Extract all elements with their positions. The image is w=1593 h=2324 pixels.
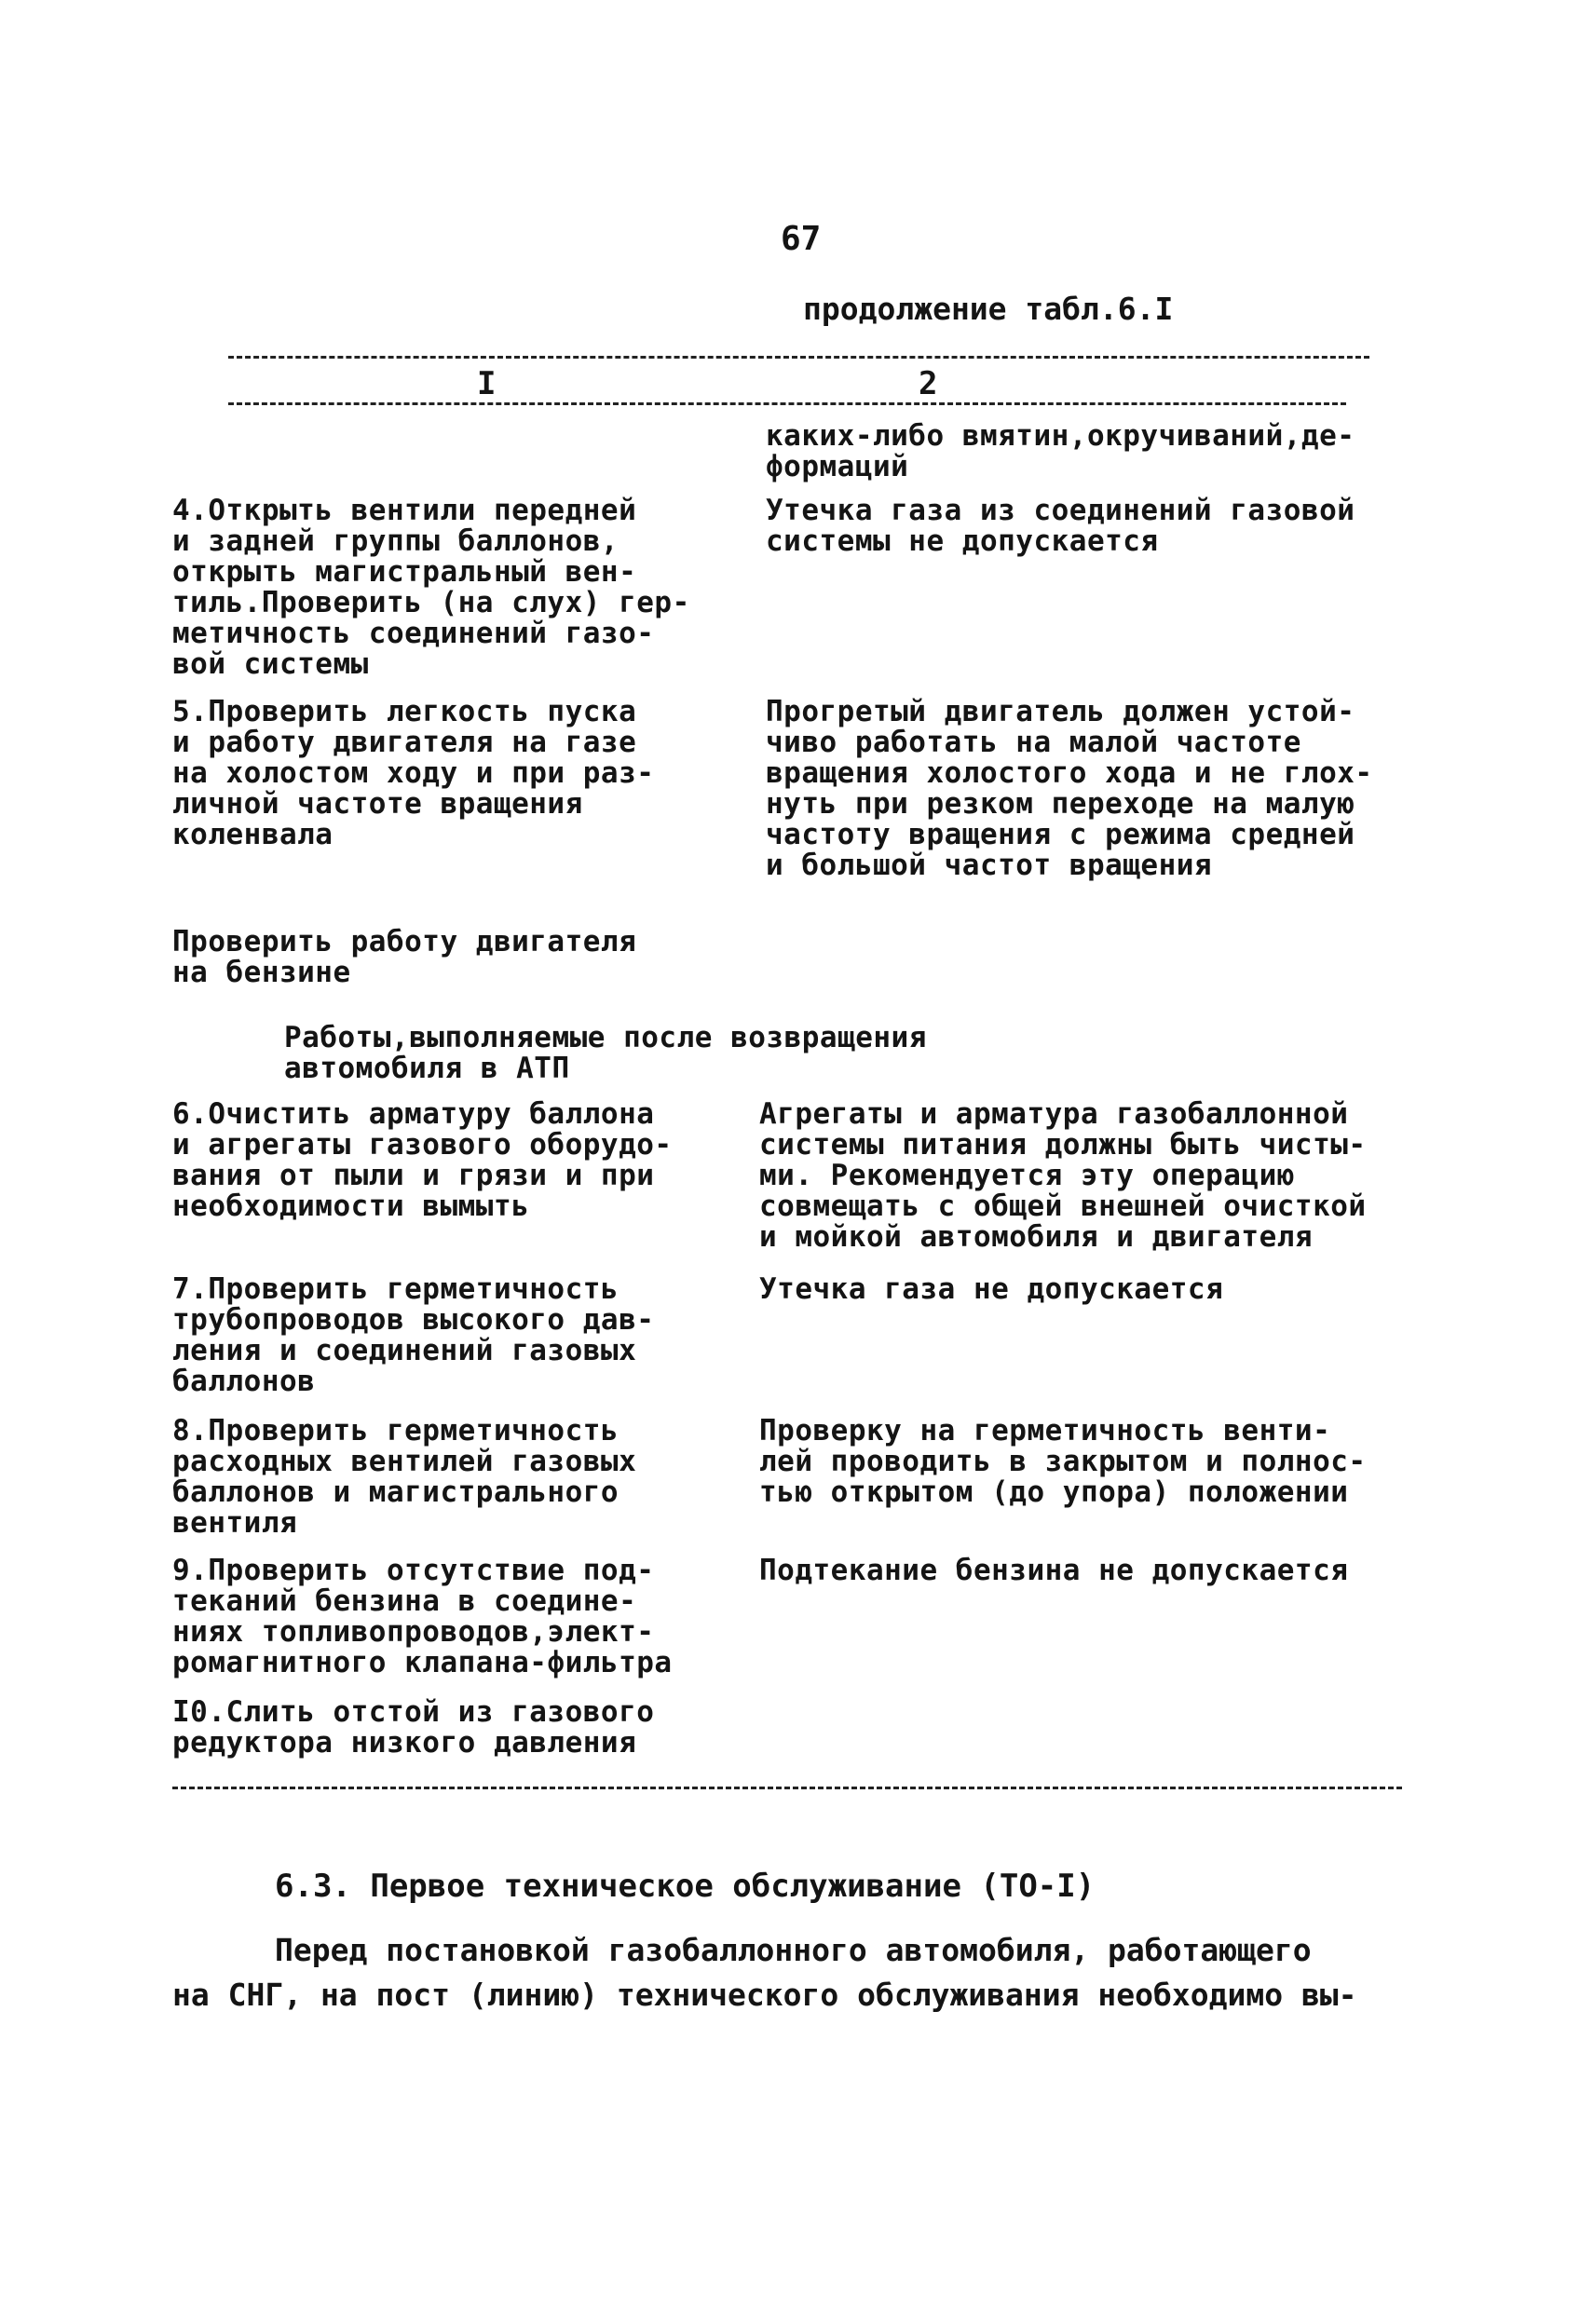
table-row-4-col1: 4.Открыть вентили передней и задней группы баллонов, открыть магистральный вен- тиль.Проверить (на слух) гер- метичность соединений газо- вой системы (172, 494, 690, 681)
column-2-header: 2 (919, 365, 938, 402)
table-top-rule (228, 356, 1369, 359)
table-row-7-col1: 7.Проверить герметичность трубопроводов высокого дав- ления и соединений газовых баллонов (172, 1272, 655, 1398)
table-continuation-label: продолжение табл.6.I (803, 291, 1174, 327)
table-row-4-col2: Утечка газа из соединений газовой системы не допускается (766, 494, 1355, 558)
page-number: 67 (781, 220, 822, 258)
table-row-5-col2: Прогретый двигатель должен устой- чиво работать на малой частоте вращения холостого хода и не глох- нуть при резком переходе на малую частоту вращения с режима средней и большой частот вращения (766, 695, 1373, 882)
section-heading: 6.3. Первое техническое обслуживание (ТО-I) (275, 1868, 1096, 1905)
header-bottom-rule (228, 402, 1346, 405)
table-row-9-col1: 9.Проверить отсутствие под- теканий бензина в соедине- ниях топливопроводов,элект- ромагнитного клапана-фильтра (172, 1554, 673, 1679)
table-row-8-col2: Проверку на герметичность венти- лей проводить в закрытом и полнос- тью открытом (до упора) положении (759, 1414, 1367, 1509)
table-row-5-col1: 5.Проверить легкость пуска и работу двигателя на газе на холостом ходу и при раз- личной частоте вращения коленвала (172, 695, 655, 851)
table-row-7-col2: Утечка газа не допускается (759, 1272, 1224, 1306)
table-row-10-col1: I0.Слить отстой из газового редуктора низкого давления (172, 1695, 655, 1760)
table-row-6-col1: 6.Очистить арматуру баллона и агрегаты газового оборудо- вания от пыли и грязи и при необходимости вымыть (172, 1097, 673, 1223)
table-section-title: Работы,выполняемые после возвращения автомобиля в АТП (284, 1021, 927, 1085)
table-row-8-col1: 8.Проверить герметичность расходных вентилей газовых баллонов и магистрального вентиля (172, 1414, 637, 1540)
body-paragraph: Перед постановкой газобаллонного автомобиля, работающего на СНГ, на пост (линию) технического обслуживания необходимо вы- (172, 1932, 1357, 2013)
carryover-cell: каких-либо вмятин,окручиваний,де- формаций (766, 419, 1355, 483)
table-row-9-col2: Подтекание бензина не допускается (759, 1554, 1349, 1587)
table-row-gasoline-col1: Проверить работу двигателя на бензине (172, 925, 637, 989)
table-bottom-rule (172, 1787, 1402, 1789)
table-row-6-col2: Агрегаты и арматура газобаллонной системы питания должны быть чисты- ми. Рекомендуется эту операцию совмещать с общей внешней очисткой и мойкой автомобиля и двигателя (759, 1097, 1367, 1254)
column-1-header: I (477, 365, 497, 402)
